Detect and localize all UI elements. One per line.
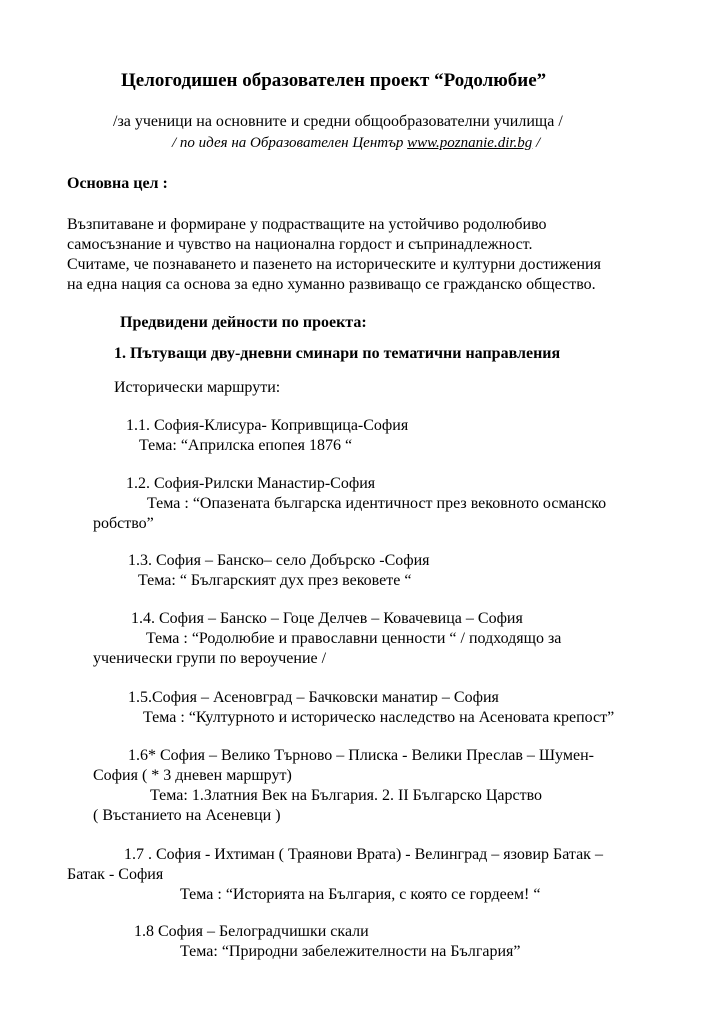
route-title: 1.8 София – Белоградчишки скали — [134, 923, 369, 940]
idea-line — [172, 133, 540, 153]
historic-routes-label: Исторически маршрути: — [114, 379, 281, 396]
activities-heading: Предвидени дейности по проекта: — [120, 314, 367, 331]
goal-line: самосъзнание и чувство на национална гордост и съпринадлежност. — [67, 236, 533, 253]
route-theme: Тема : “Опазената българска идентичност през вековното османско — [147, 495, 607, 512]
route-theme: Тема : “Историята на България, с която се гордеем! “ — [180, 886, 541, 903]
route-title-cont: Батак - София — [67, 866, 164, 883]
route-theme-cont: робство” — [93, 515, 154, 532]
goal-heading: Основна цел : — [67, 175, 168, 192]
route-title: 1.3. София – Банско– село Добърско -София — [128, 552, 430, 569]
route-title: 1.5.София – Асеновград – Бачковски манатир – София — [128, 689, 499, 706]
route-theme: Тема: “Природни забележителности на България” — [180, 943, 521, 960]
route-theme: Тема: “Априлска епопея 1876 “ — [139, 437, 353, 454]
route-title: 1.4. София – Банско – Гоце Делчев – Ковачевица – София — [131, 610, 523, 627]
route-title: 1.1. София-Клисура- Копривщица-София — [126, 417, 409, 434]
route-theme: Тема : “Културното и историческо наследство на Асеновата крепост” — [143, 709, 615, 726]
route-title: 1.2. София-Рилски Манастир-София — [126, 475, 376, 492]
subtitle: /за ученици на основните и средни общообразователни училища / — [113, 113, 563, 130]
poznanie-link[interactable]: www.poznanie.dir.bg — [407, 135, 533, 151]
goal-line: на една нация са основа за едно хуманно развиващо се гражданско общество. — [67, 276, 596, 293]
idea-suffix: / — [532, 135, 541, 151]
route-theme-cont: ученически групи по вероучение / — [93, 650, 327, 667]
route-theme: Тема : “Родолюбие и православни ценности “ / подходящо за — [146, 630, 562, 647]
idea-prefix: / по идея на Образователен Център — [172, 135, 408, 151]
section-heading: 1. Пътуващи дву-дневни сминари по тематични направления — [114, 345, 561, 362]
route-theme-cont: ( Въстанието на Асеневци ) — [93, 807, 281, 824]
goal-line: Възпитаване и формиране у подрастващите на устойчиво родолюбиво — [67, 216, 547, 233]
route-theme: Тема: 1.Златния Век на България. 2. II Българско Царство — [150, 787, 543, 804]
page-title: Целогодишен образователен проект “Родолюбие” — [121, 70, 547, 91]
route-title-cont: София ( * 3 дневен маршрут) — [93, 767, 292, 784]
route-title: 1.6* София – Велико Търново – Плиска - Велики Преслав – Шумен- — [128, 747, 594, 764]
route-theme: Тема: “ Българският дух през вековете “ — [138, 572, 412, 589]
goal-line: Считаме, че познаването и пазенето на историческите и културни достижения — [67, 256, 601, 273]
route-title: 1.7 . София - Ихтиман ( Траянови Врата) - Велинград – язовир Батак – — [124, 846, 603, 863]
